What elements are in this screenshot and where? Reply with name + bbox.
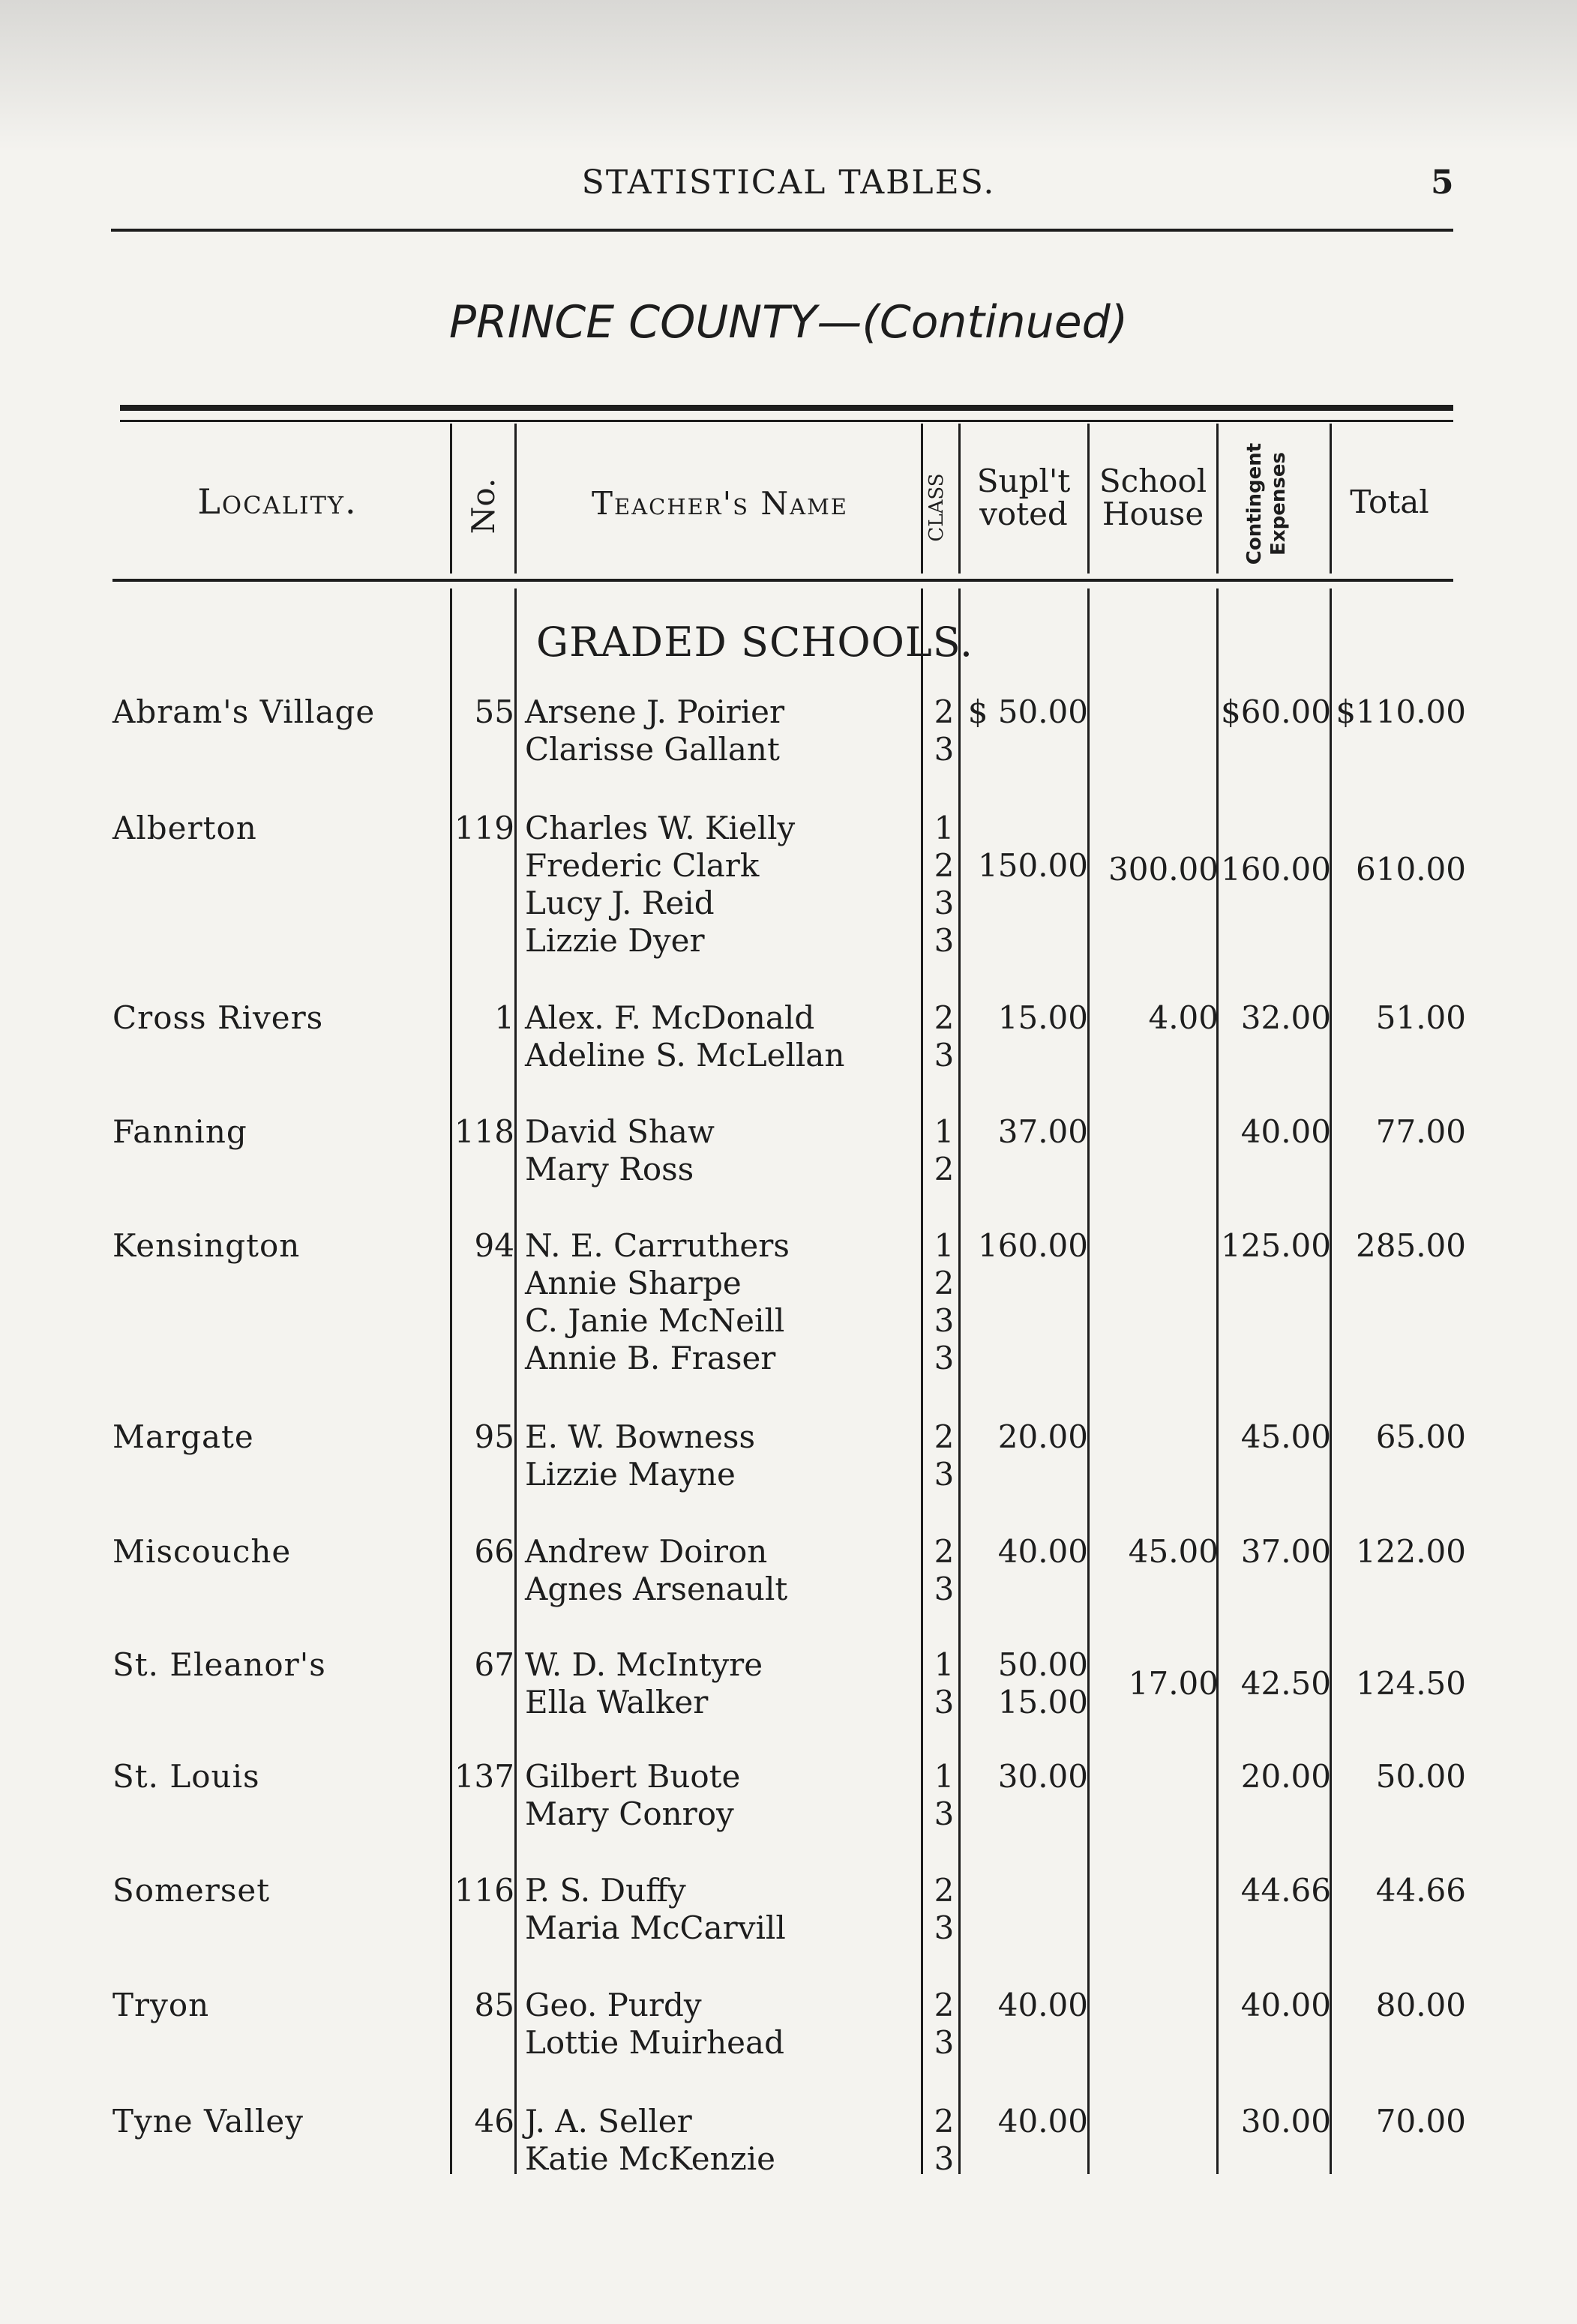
- locality: Kensington: [112, 1227, 301, 1264]
- locality: Tryon: [112, 1987, 210, 2023]
- header-house-line2: House: [1102, 496, 1204, 533]
- header-divider: [450, 424, 452, 574]
- supl-value: 150.00: [978, 847, 1088, 884]
- supl-voted: [998, 1646, 1088, 1721]
- school-number: 94: [474, 1227, 514, 1264]
- class-value: 1: [934, 1113, 955, 1150]
- supl-value: $ 50.00: [967, 693, 1088, 730]
- column-line: [450, 588, 452, 2174]
- class-value: 2: [934, 1265, 955, 1301]
- class-values: [930, 1872, 958, 1947]
- header-cont-line2: Expenses: [1267, 452, 1290, 556]
- supl-value: 15.00: [997, 999, 1088, 1036]
- class-values: [930, 1113, 958, 1188]
- locality: St. Louis: [112, 1758, 260, 1795]
- total: 44.66: [1375, 1872, 1466, 1909]
- teacher-name: Annie Sharpe: [525, 1265, 742, 1301]
- supl-value: 15.00: [997, 1684, 1088, 1721]
- teacher-names: [525, 1227, 790, 1377]
- teacher-name: Geo. Purdy: [525, 1987, 702, 2023]
- supl-voted: [998, 1418, 1088, 1456]
- class-value: 2: [934, 1987, 955, 2023]
- page-number: 5: [1431, 163, 1454, 202]
- header-supl-line1: Supl't: [976, 463, 1071, 499]
- running-head: STATISTICAL TABLES.: [581, 163, 996, 202]
- header-bottom-rule: [112, 579, 1453, 582]
- total: 51.00: [1375, 999, 1466, 1036]
- school-number: 66: [474, 1533, 514, 1570]
- teacher-name: Agnes Arsenault: [525, 1571, 788, 1607]
- supl-voted: [998, 1758, 1088, 1795]
- locality: Margate: [112, 1418, 254, 1455]
- class-value: 3: [934, 2024, 955, 2061]
- total: 70.00: [1375, 2103, 1466, 2140]
- column-line: [1087, 588, 1090, 2174]
- class-value: 3: [934, 2140, 955, 2177]
- teacher-name: Andrew Doiron: [525, 1533, 768, 1570]
- teacher-names: [525, 810, 795, 960]
- header-total: Total: [1350, 484, 1429, 520]
- header-teacher: Teacher's Name: [592, 485, 848, 522]
- school-number: 119: [454, 810, 514, 846]
- class-value: 2: [934, 693, 955, 730]
- total: 77.00: [1375, 1113, 1466, 1150]
- header-divider: [1330, 424, 1332, 574]
- contingent: 44.66: [1240, 1872, 1331, 1909]
- supl-value: 160.00: [978, 1227, 1088, 1264]
- class-value: 2: [934, 847, 955, 884]
- teacher-name: W. D. McIntyre: [525, 1646, 763, 1683]
- teacher-names: [525, 1646, 763, 1721]
- class-value: 3: [934, 1795, 955, 1832]
- header-class: CLASS: [925, 473, 948, 542]
- column-line: [514, 588, 517, 2174]
- teacher-names: [525, 1987, 784, 2062]
- class-values: [930, 693, 958, 768]
- contingent: 20.00: [1240, 1758, 1331, 1795]
- table-top-rule-thick: [120, 405, 1453, 411]
- teacher-name: Arsene J. Poirier: [525, 693, 785, 730]
- supl-value: 40.00: [997, 2103, 1088, 2140]
- teacher-name: Maria McCarvill: [525, 1909, 786, 1946]
- teacher-name: E. W. Bowness: [525, 1418, 756, 1455]
- class-value: 2: [934, 1418, 955, 1455]
- class-values: [930, 1758, 958, 1833]
- teacher-name: Lottie Muirhead: [525, 2024, 784, 2061]
- total: 50.00: [1375, 1758, 1466, 1795]
- supl-value: 37.00: [997, 1113, 1088, 1150]
- class-value: 1: [934, 810, 955, 846]
- class-value: 3: [934, 731, 955, 768]
- supl-value: 40.00: [997, 1987, 1088, 2023]
- supl-voted: [998, 2103, 1088, 2140]
- teacher-name: Clarisse Gallant: [525, 731, 780, 768]
- locality: Abram's Village: [112, 693, 376, 730]
- contingent: $60.00: [1221, 693, 1331, 730]
- class-value: 1: [934, 1646, 955, 1683]
- class-values: [930, 810, 958, 960]
- class-value: 3: [934, 922, 955, 959]
- class-values: [930, 1646, 958, 1721]
- class-values: [930, 999, 958, 1074]
- teacher-name: Lizzie Dyer: [525, 922, 705, 959]
- scan-edge-shading: [0, 0, 1577, 150]
- locality: Miscouche: [112, 1533, 292, 1570]
- class-value: 3: [934, 1909, 955, 1946]
- teacher-name: Gilbert Buote: [525, 1758, 741, 1795]
- header-house-line1: School: [1099, 463, 1207, 499]
- class-value: 1: [934, 1227, 955, 1264]
- class-value: 3: [934, 1571, 955, 1607]
- school-number: 118: [454, 1113, 514, 1150]
- school-number: 67: [474, 1646, 514, 1683]
- county-title: PRINCE COUNTY—(Continued): [448, 296, 1129, 349]
- teacher-name: Adeline S. McLellan: [525, 1037, 845, 1074]
- school-number: 46: [474, 2103, 514, 2140]
- teacher-name: J. A. Seller: [525, 2103, 692, 2140]
- teacher-name: Katie McKenzie: [525, 2140, 776, 2177]
- teacher-name: Ella Walker: [525, 1684, 709, 1721]
- total: 124.50: [1356, 1665, 1466, 1702]
- contingent: 32.00: [1240, 999, 1331, 1036]
- header-divider: [958, 424, 961, 574]
- column-line: [921, 588, 923, 2174]
- header-supl-line2: voted: [979, 496, 1068, 533]
- table-top-rule-thin: [120, 420, 1453, 422]
- teacher-name: Annie B. Fraser: [525, 1340, 776, 1376]
- school-number: 55: [474, 693, 514, 730]
- teacher-names: [525, 1113, 715, 1188]
- class-values: [930, 1533, 958, 1608]
- header-supl: [964, 465, 1084, 531]
- header-divider: [514, 424, 517, 574]
- contingent: 40.00: [1240, 1987, 1331, 2023]
- class-value: 2: [934, 1533, 955, 1570]
- teacher-names: [525, 1533, 787, 1608]
- teacher-names: [525, 1758, 740, 1833]
- class-value: 2: [934, 1872, 955, 1909]
- column-line: [1330, 588, 1332, 2174]
- header-divider: [921, 424, 923, 574]
- class-value: 3: [934, 1340, 955, 1376]
- class-value: 3: [934, 1037, 955, 1074]
- contingent: 40.00: [1240, 1113, 1331, 1150]
- total: 122.00: [1356, 1533, 1466, 1570]
- supl-voted: [978, 847, 1088, 885]
- section-title: GRADED SCHOOLS.: [536, 618, 974, 666]
- locality: Tyne Valley: [112, 2103, 304, 2140]
- class-values: [930, 1987, 958, 2062]
- school-number: 137: [454, 1758, 514, 1795]
- class-value: 2: [934, 1151, 955, 1187]
- total: 610.00: [1356, 851, 1466, 888]
- contingent: 30.00: [1240, 2103, 1331, 2140]
- locality: St. Eleanor's: [112, 1646, 326, 1683]
- supl-voted: [978, 1227, 1088, 1265]
- school-house: 4.00: [1148, 999, 1219, 1036]
- class-value: 2: [934, 999, 955, 1036]
- school-number: 1: [494, 999, 514, 1036]
- class-values: [930, 1227, 958, 1377]
- teacher-name: C. Janie McNeill: [525, 1302, 785, 1339]
- column-line: [1216, 588, 1219, 2174]
- contingent: 160.00: [1221, 851, 1331, 888]
- total: $110.00: [1336, 693, 1466, 730]
- teacher-name: Lizzie Mayne: [525, 1456, 736, 1493]
- locality: Fanning: [112, 1113, 247, 1150]
- contingent: 42.50: [1240, 1665, 1331, 1702]
- teacher-name: Mary Conroy: [525, 1795, 734, 1832]
- supl-voted: [998, 1533, 1088, 1571]
- class-values: [930, 2103, 958, 2178]
- header-no: No.: [465, 478, 502, 535]
- supl-value: 20.00: [997, 1418, 1088, 1455]
- teacher-name: N. E. Carruthers: [525, 1227, 790, 1264]
- header-locality: Locality.: [197, 481, 358, 522]
- class-value: 3: [934, 1456, 955, 1493]
- supl-value: 30.00: [997, 1758, 1088, 1795]
- teacher-names: [525, 693, 784, 768]
- school-number: 95: [474, 1418, 514, 1455]
- teacher-name: David Shaw: [525, 1113, 715, 1150]
- column-line: [958, 588, 961, 2174]
- school-house: 17.00: [1128, 1665, 1219, 1702]
- header-house: [1087, 465, 1219, 531]
- total: 285.00: [1356, 1227, 1466, 1264]
- teacher-name: P. S. Duffy: [525, 1872, 686, 1909]
- supl-value: 50.00: [997, 1646, 1088, 1683]
- header-contingent: [1243, 429, 1303, 579]
- total: 65.00: [1375, 1418, 1466, 1455]
- class-value: 3: [934, 885, 955, 921]
- teacher-names: [525, 999, 844, 1074]
- head-rule: [111, 229, 1453, 232]
- locality: Somerset: [112, 1872, 271, 1909]
- teacher-name: Mary Ross: [525, 1151, 694, 1187]
- teacher-name: Alex. F. McDonald: [525, 999, 815, 1036]
- class-value: 1: [934, 1758, 955, 1795]
- school-house: 45.00: [1128, 1533, 1219, 1570]
- class-values: [930, 1418, 958, 1493]
- supl-voted: [968, 693, 1088, 731]
- supl-voted: [998, 1987, 1088, 2024]
- school-number: 116: [454, 1872, 514, 1909]
- school-house: 300.00: [1108, 851, 1219, 888]
- teacher-name: Lucy J. Reid: [525, 885, 715, 921]
- supl-voted: [998, 1113, 1088, 1151]
- teacher-name: Frederic Clark: [525, 847, 760, 884]
- teacher-names: [525, 1872, 786, 1947]
- class-value: 2: [934, 2103, 955, 2140]
- supl-voted: [998, 999, 1088, 1037]
- contingent: 45.00: [1240, 1418, 1331, 1455]
- school-number: 85: [474, 1987, 514, 2023]
- locality: Cross Rivers: [112, 999, 324, 1036]
- teacher-name: Charles W. Kielly: [525, 810, 796, 846]
- teacher-names: [525, 2103, 775, 2178]
- contingent: 37.00: [1240, 1533, 1331, 1570]
- class-value: 3: [934, 1302, 955, 1339]
- class-value: 3: [934, 1684, 955, 1721]
- total: 80.00: [1375, 1987, 1466, 2023]
- contingent: 125.00: [1221, 1227, 1331, 1264]
- locality: Alberton: [112, 810, 257, 846]
- teacher-names: [525, 1418, 755, 1493]
- supl-value: 40.00: [997, 1533, 1088, 1570]
- header-cont-line1: Contingent: [1243, 442, 1266, 565]
